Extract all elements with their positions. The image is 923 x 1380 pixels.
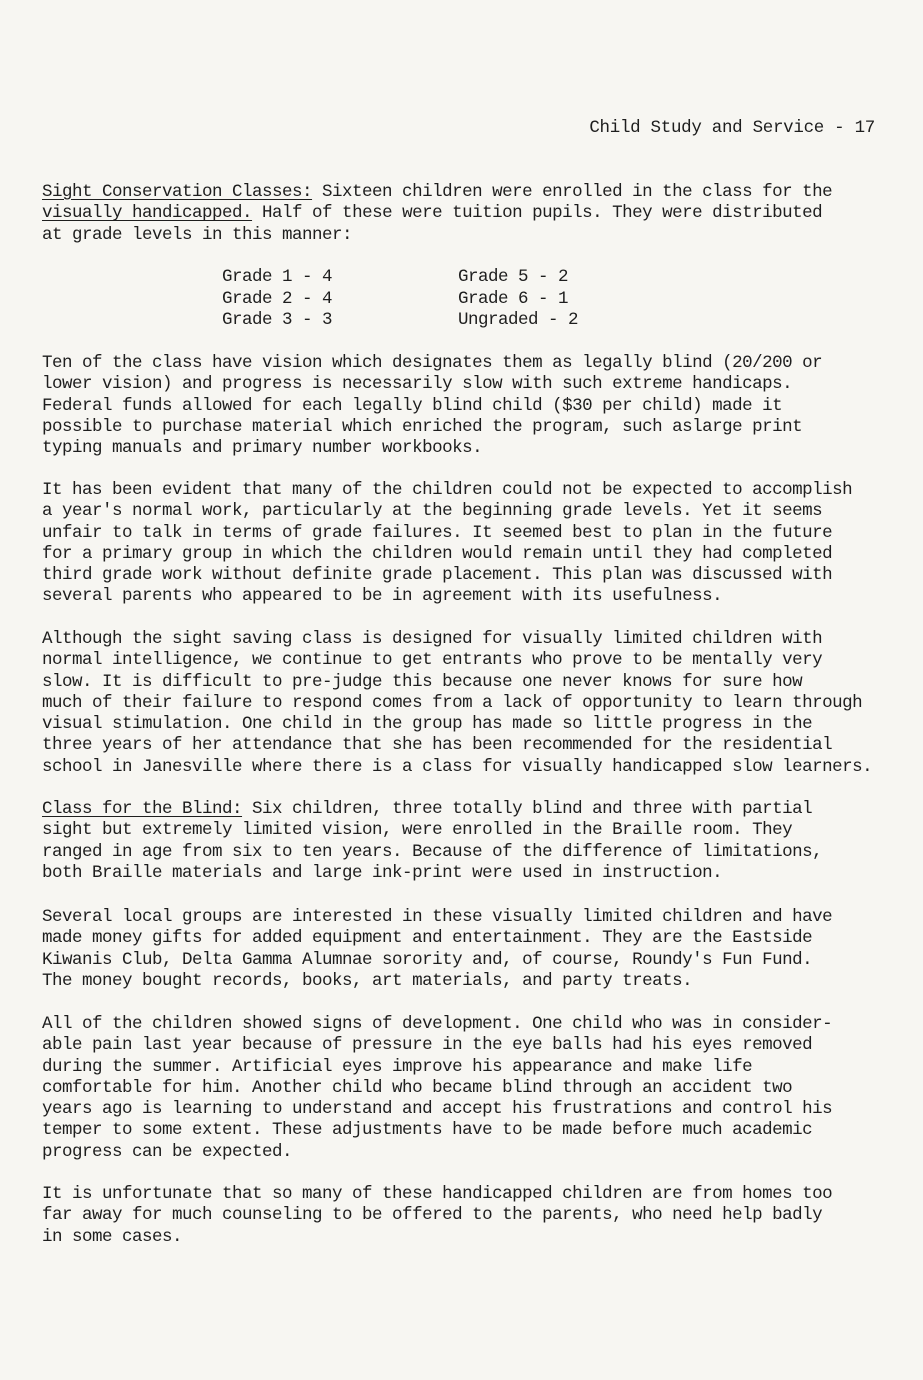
- grade-entry: Grade 6 - 1: [458, 288, 569, 309]
- paragraph-sight-saving-class: Although the sight saving class is designed for visually limited children with normal intelligence, we continue to get entrants who prove to be mentally very slow. It is difficult to pre-judge this because one never knows for sure how much of their failure to respond comes from a lack of opportunity to learn through visual stimulation. One child in the group has made so little progress in the three years of her attendance that she has been recommended for the residential school in Janesville where there is a class for visually handicapped slow learners.: [42, 629, 873, 777]
- blind-class-text: Six children, three totally blind and three with partial sight but extremely limited vision, were enrolled in the Braille room. They ranged in age from six to ten years. Because of the difference of limitations, both Braille materials and large ink-print were used in instruction.: [42, 799, 823, 883]
- grade-entry: Grade 1 - 4: [222, 267, 333, 287]
- grade-entry: Grade 2 - 4: [222, 288, 333, 309]
- visually-handicapped-underlined: visually handicapped.: [42, 203, 253, 224]
- grade-entry: Ungraded - 2: [458, 310, 579, 330]
- section-heading-class-for-blind: Class for the Blind:: [42, 799, 243, 819]
- grade-entry: Grade 3 - 3: [222, 310, 333, 330]
- section-heading-sight-conservation: Sight Conservation Classes:: [42, 182, 313, 202]
- paragraph-class-for-blind: [42, 799, 910, 884]
- paragraph-counseling: It is unfortunate that so many of these handicapped children are from homes too far away for much counseling to be offered to the parents, who need help badly in some cases.: [42, 1184, 833, 1247]
- grade-distribution-table: [222, 267, 618, 332]
- paragraph-development: All of the children showed signs of development. One child who was in consider- able pain last year because of pressure in the eye balls had his eyes removed during the summer. Artificial eyes improve his appearance and make life comfortable for him. Another child who became blind through an accident two years ago is learning to understand and accept his frustrations and control his temper to some extent. These adjustments have to be made before much academic progress can be expected.: [42, 1014, 833, 1162]
- paragraph-legal-blindness: Ten of the class have vision which designates them as legally blind (20/200 or lower vision) and progress is necessarily slow with such extreme handicaps. Federal funds allowed for each legally blind child ($30 per child) made it possible to purchase material which enriched the program, such aslarge print typing manuals and primary number workbooks.: [42, 353, 823, 459]
- sight-conservation-intro: [42, 182, 910, 246]
- paragraph-grade-placement: It has been evident that many of the children could not be expected to accomplish a year's normal work, particularly at the beginning grade levels. Yet it seems unfair to talk in terms of grade failures. It seemed best to plan in the future for a primary group in which the children would remain until they had completed third grade work without definite grade placement. This plan was discussed with several parents who appeared to be in agreement with its usefulness.: [42, 480, 853, 607]
- paragraph-local-groups: Several local groups are interested in these visually limited children and have made money gifts for added equipment and entertainment. They are the Eastside Kiwanis Club, Delta Gamma Alumnae sorority and, of course, Roundy's Fun Fund. The money bought records, books, art materials, and party treats.: [42, 907, 833, 991]
- page-header: Child Study and Service - 17: [589, 118, 875, 138]
- intro-text-rest: Half of these were tuition pupils. They were distributed at grade levels in this manner:: [42, 203, 823, 245]
- grade-entry: Grade 5 - 2: [458, 267, 569, 287]
- intro-text: Sixteen children were enrolled in the class for the: [322, 182, 833, 202]
